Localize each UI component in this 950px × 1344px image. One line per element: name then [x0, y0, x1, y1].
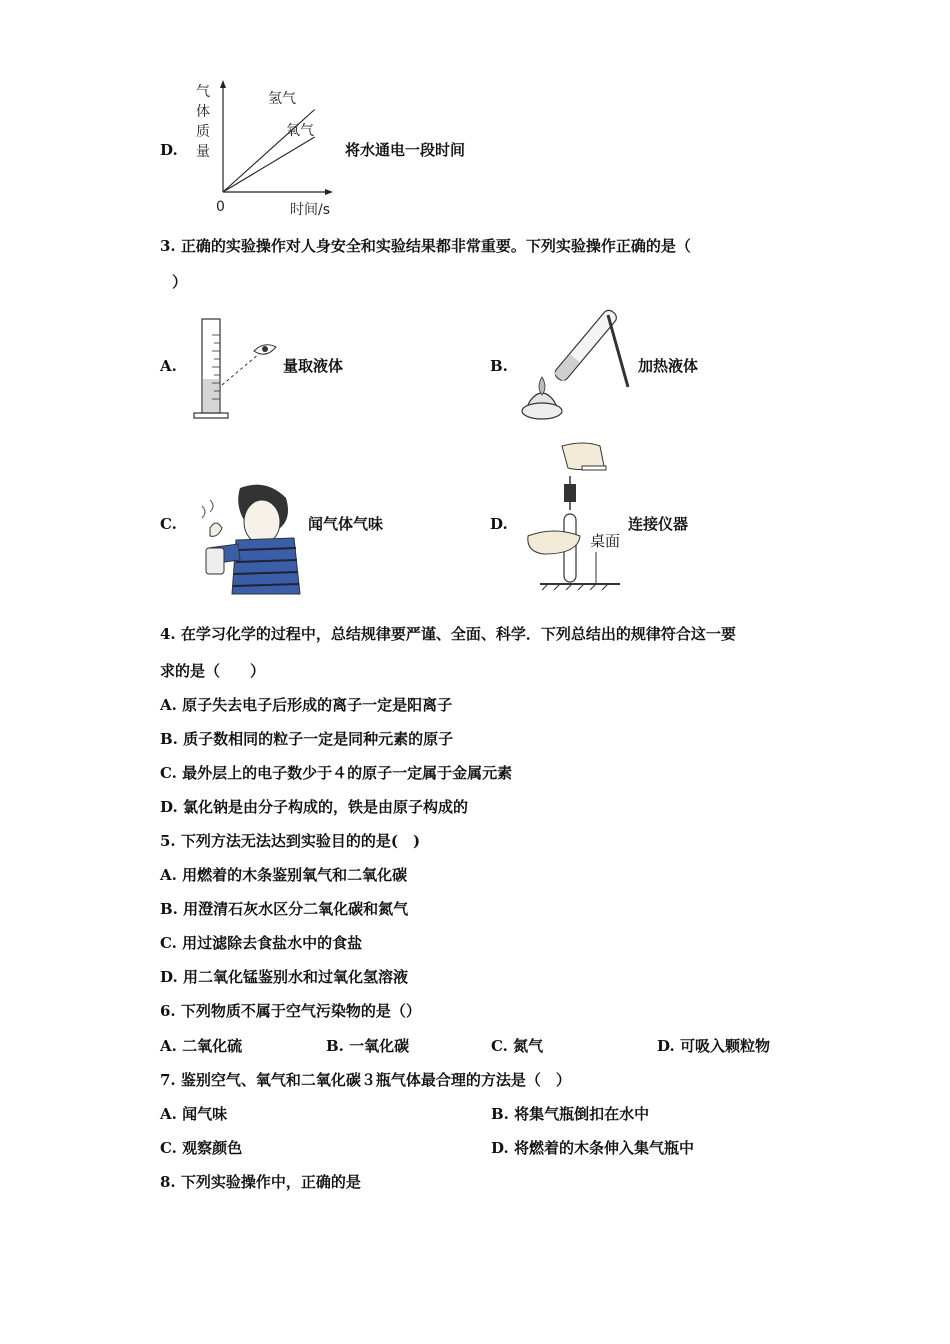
q3-stem [160, 236, 691, 256]
q4-option-a: A. 原子失去电子后形成的离子一定是阳离子 [160, 696, 453, 714]
svg-text:量: 量 [196, 144, 210, 160]
chart-y-arrow [220, 80, 226, 88]
chart-xlabel: 时间/s [290, 202, 331, 218]
q4-stem [160, 624, 736, 644]
chart-origin-label: 0 [216, 199, 225, 215]
chart-x-arrow [325, 189, 333, 195]
q4-stem-line1: 在学习化学的过程中，总结规律要严谨、全面、科学．下列总结出的规律符合这一要 [180, 625, 736, 643]
q5-stem-text: 下列方法无法达到实验目的的是( ) [180, 832, 421, 850]
series-label-hydrogen: 氢气 [268, 91, 296, 107]
series-line-oxygen [223, 137, 315, 192]
q5-option-b: B. 用澄清石灰水区分二氧化碳和氮气 [160, 900, 409, 918]
q7-stem [160, 1070, 571, 1090]
q4-option-b: B. 质子数相同的粒子一定是同种元素的原子 [160, 730, 454, 748]
series-line-hydrogen [223, 110, 315, 193]
q2-option-d-caption: 将水通电一段时间 [345, 141, 466, 159]
q6-option-c: C. 氮气 [491, 1037, 544, 1055]
q8-number: 8. [160, 1173, 176, 1191]
q3-option-c-caption: 闻气体气味 [308, 515, 384, 533]
q6-option-a: A. 二氧化硫 [160, 1037, 243, 1055]
q8-stem-text: 下列实验操作中，正确的是 [180, 1173, 361, 1191]
q5-option-d: D. 用二氧化锰鉴别水和过氧化氢溶液 [160, 968, 408, 986]
q3-stem-line1: 正确的实验操作对人身安全和实验结果都非常重要。下列实验操作正确的是（ [180, 237, 691, 255]
q5-number: 5. [160, 832, 176, 850]
svg-text:体: 体 [196, 104, 210, 120]
q6-stem-text: 下列物质不属于空气污染物的是（） [180, 1002, 421, 1020]
q3-option-d-caption: 连接仪器 [628, 515, 689, 533]
q3-option-c-letter: C. [160, 515, 177, 533]
q7-stem-text: 鉴别空气、氧气和二氧化碳３瓶气体最合理的方法是（ ） [180, 1071, 571, 1089]
smelling-gas-figure [188, 478, 306, 596]
series-label-oxygen: 氧气 [286, 123, 314, 139]
q7-option-d: D. 将燃着的木条伸入集气瓶中 [491, 1139, 694, 1157]
q8-stem [160, 1172, 361, 1192]
q5-option-a: A. 用燃着的木条鉴别氧气和二氧化碳 [160, 866, 408, 884]
q7-option-a: A. 闻气味 [160, 1105, 228, 1123]
heating-liquid-figure [520, 305, 632, 425]
q7-option-c: C. 观察颜色 [160, 1139, 243, 1157]
q3-figure-d-label: 桌面 [590, 532, 621, 550]
q3-option-a-caption: 量取液体 [283, 357, 344, 375]
q4-option-d: D. 氯化钠是由分子构成的，铁是由原子构成的 [160, 798, 468, 816]
q6-number: 6. [160, 1002, 176, 1020]
q3-option-b-letter: B. [490, 357, 508, 375]
gas-mass-chart [190, 78, 350, 223]
q6-option-d: D. 可吸入颗粒物 [657, 1037, 770, 1055]
svg-text:质: 质 [196, 124, 210, 140]
q6-stem [160, 1001, 421, 1021]
q4-number: 4. [160, 625, 176, 643]
svg-text:气: 气 [196, 84, 210, 100]
q7-option-b: B. 将集气瓶倒扣在水中 [491, 1105, 650, 1123]
q5-option-c: C. 用过滤除去食盐水中的食盐 [160, 934, 363, 952]
q2-option-d-letter: D. [160, 141, 178, 159]
q7-number: 7. [160, 1071, 176, 1089]
chart-ylabel [196, 84, 210, 160]
q3-option-a-letter: A. [160, 357, 177, 375]
q3-option-d-letter: D. [490, 515, 508, 533]
graduated-cylinder-figure [188, 315, 283, 423]
q3-option-b-caption: 加热液体 [638, 357, 699, 375]
q4-stem-line2: 求的是（ ） [160, 662, 266, 680]
connecting-apparatus-figure [524, 440, 624, 592]
q3-number: 3. [160, 237, 176, 255]
q5-stem [160, 831, 420, 851]
q3-stem-line2: ） [172, 273, 188, 291]
q4-option-c: C. 最外层上的电子数少于４的原子一定属于金属元素 [160, 764, 513, 782]
q6-option-b: B. 一氧化碳 [326, 1037, 410, 1055]
